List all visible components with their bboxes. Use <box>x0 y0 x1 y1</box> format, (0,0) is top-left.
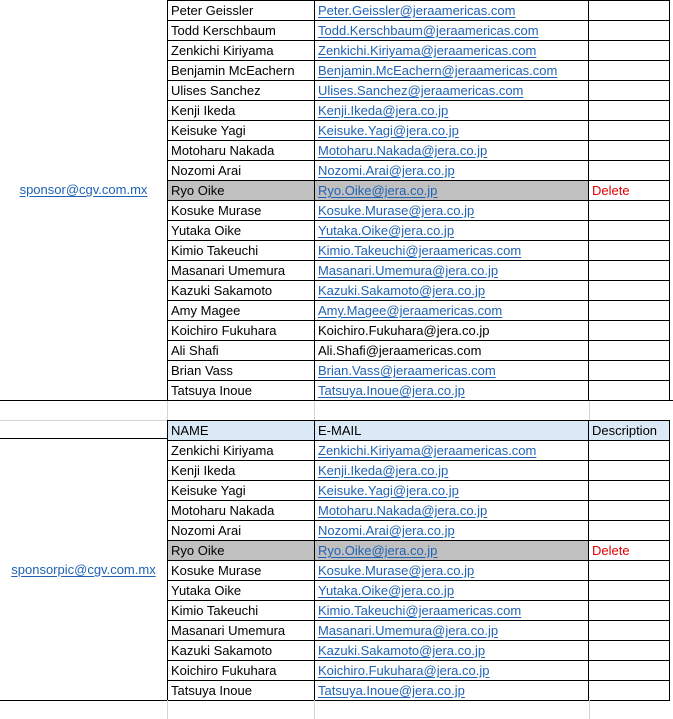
table-row <box>168 481 670 501</box>
recipient-name-cell[interactable]: Tatsuya Inoue <box>168 681 315 701</box>
recipient-table-sponsor <box>167 0 670 401</box>
description-cell[interactable] <box>589 141 670 161</box>
table-row <box>168 461 670 481</box>
email-link[interactable]: Motoharu.Nakada@jera.co.jp <box>318 503 488 518</box>
email-link[interactable]: Todd.Kerschbaum@jeraamericas.com <box>318 23 539 38</box>
sender-email-sponsor[interactable]: sponsor@cgv.com.mx <box>19 182 148 197</box>
table-row <box>168 301 670 321</box>
description-cell[interactable] <box>589 341 670 361</box>
recipient-email-cell[interactable] <box>315 81 589 101</box>
description-cell[interactable] <box>589 461 670 481</box>
email-link[interactable]: Amy.Magee@jeraamericas.com <box>318 303 503 318</box>
email-link[interactable]: Masanari.Umemura@jera.co.jp <box>318 263 499 278</box>
recipient-name-cell[interactable]: Motoharu Nakada <box>168 141 315 161</box>
description-cell[interactable] <box>589 41 670 61</box>
recipient-email-cell[interactable] <box>315 201 589 221</box>
email-link[interactable]: Ulises.Sanchez@jeraamericas.com <box>318 83 524 98</box>
description-cell[interactable] <box>589 161 670 181</box>
email-link[interactable]: Motoharu.Nakada@jera.co.jp <box>318 143 488 158</box>
recipient-email-cell[interactable] <box>315 141 589 161</box>
gridline <box>589 700 590 719</box>
description-cell[interactable] <box>589 281 670 301</box>
recipient-name-cell[interactable]: Keisuke Yagi <box>168 121 315 141</box>
recipient-email-cell[interactable] <box>315 1 589 21</box>
table-row <box>168 321 670 341</box>
email-link[interactable]: Kazuki.Sakamoto@jera.co.jp <box>318 283 486 298</box>
table-row <box>168 21 670 41</box>
recipient-name-cell[interactable]: Todd Kerschbaum <box>168 21 315 41</box>
recipient-email-cell[interactable] <box>315 281 589 301</box>
recipient-email-cell[interactable] <box>315 61 589 81</box>
recipient-email-cell[interactable] <box>315 381 589 401</box>
recipient-name-cell[interactable]: Kimio Takeuchi <box>168 601 315 621</box>
email-link[interactable]: Benjamin.McEachern@jeraamericas.com <box>318 63 558 78</box>
table-row <box>168 561 670 581</box>
recipient-name-cell[interactable]: Kosuke Murase <box>168 561 315 581</box>
email-link[interactable]: Nozomi.Arai@jera.co.jp <box>318 163 455 178</box>
email-link[interactable]: Koichiro.Fukuhara@jera.co.jp <box>318 663 490 678</box>
recipient-name-cell[interactable]: Yutaka Oike <box>168 581 315 601</box>
description-cell[interactable] <box>589 641 670 661</box>
recipient-email-cell[interactable] <box>315 521 589 541</box>
recipient-name-cell[interactable]: Koichiro Fukuhara <box>168 661 315 681</box>
delete-label[interactable]: Delete <box>592 183 630 198</box>
column-header-description[interactable]: Description <box>589 421 670 441</box>
recipient-email-cell[interactable] <box>315 361 589 381</box>
recipient-email-cell[interactable] <box>315 341 589 361</box>
recipient-name-cell[interactable]: Kazuki Sakamoto <box>168 281 315 301</box>
description-cell[interactable] <box>589 261 670 281</box>
table-row <box>168 341 670 361</box>
description-cell[interactable] <box>589 521 670 541</box>
table-row <box>168 661 670 681</box>
table-header-row <box>168 421 670 441</box>
description-cell[interactable] <box>589 581 670 601</box>
table-row <box>168 681 670 701</box>
recipient-email-cell[interactable] <box>315 261 589 281</box>
email-link[interactable]: Masanari.Umemura@jera.co.jp <box>318 623 499 638</box>
recipient-name-cell[interactable]: Masanari Umemura <box>168 261 315 281</box>
recipient-name-cell[interactable]: Kenji Ikeda <box>168 101 315 121</box>
email-link[interactable]: Ryo.Oike@jera.co.jp <box>318 543 438 558</box>
email-link[interactable]: Kosuke.Murase@jera.co.jp <box>318 203 475 218</box>
table-row <box>168 541 670 561</box>
table-row <box>168 581 670 601</box>
table-row <box>168 141 670 161</box>
recipient-name-cell[interactable]: Kosuke Murase <box>168 201 315 221</box>
email-link[interactable]: Kenji.Ikeda@jera.co.jp <box>318 103 449 118</box>
recipient-email-cell[interactable] <box>315 561 589 581</box>
recipient-email-cell[interactable] <box>315 601 589 621</box>
table-row <box>168 441 670 461</box>
recipient-name-cell[interactable]: Kazuki Sakamoto <box>168 641 315 661</box>
recipient-name-cell[interactable]: Nozomi Arai <box>168 161 315 181</box>
recipient-name-cell[interactable]: Kenji Ikeda <box>168 461 315 481</box>
description-cell[interactable] <box>589 441 670 461</box>
email-link[interactable]: Kazuki.Sakamoto@jera.co.jp <box>318 643 486 658</box>
table-row <box>168 121 670 141</box>
email-link[interactable]: Peter.Geissler@jeraamericas.com <box>318 3 516 18</box>
recipient-email-cell[interactable] <box>315 581 589 601</box>
gridline <box>167 700 168 719</box>
email-link[interactable]: Zenkichi.Kiriyama@jeraamericas.com <box>318 443 537 458</box>
description-cell[interactable] <box>589 541 670 561</box>
recipient-name-cell[interactable]: Ali Shafi <box>168 341 315 361</box>
recipient-email-cell[interactable] <box>315 461 589 481</box>
email-text: Ali.Shafi@jeraamericas.com <box>318 343 482 358</box>
email-link[interactable]: Tatsuya.Inoue@jera.co.jp <box>318 383 465 398</box>
recipient-name-cell[interactable]: Kimio Takeuchi <box>168 241 315 261</box>
table-row <box>168 1 670 21</box>
description-cell[interactable] <box>589 381 670 401</box>
block-divider <box>0 438 167 439</box>
table-row <box>168 41 670 61</box>
table-row <box>168 281 670 301</box>
table-row <box>168 641 670 661</box>
description-cell[interactable] <box>589 201 670 221</box>
recipient-email-cell[interactable] <box>315 541 589 561</box>
description-cell[interactable] <box>589 661 670 681</box>
recipient-email-cell[interactable] <box>315 661 589 681</box>
delete-label[interactable]: Delete <box>592 543 630 558</box>
gridline <box>589 401 590 420</box>
recipient-email-cell[interactable] <box>315 101 589 121</box>
recipient-name-cell[interactable]: Nozomi Arai <box>168 521 315 541</box>
description-cell[interactable] <box>589 321 670 341</box>
email-link[interactable]: Keisuke.Yagi@jera.co.jp <box>318 483 459 498</box>
description-cell[interactable] <box>589 21 670 41</box>
email-link[interactable]: Ryo.Oike@jera.co.jp <box>318 183 438 198</box>
recipient-email-cell[interactable] <box>315 681 589 701</box>
block-divider <box>0 700 167 701</box>
email-link[interactable]: Kenji.Ikeda@jera.co.jp <box>318 463 449 478</box>
recipient-table-sponsorpic <box>167 420 670 701</box>
email-link[interactable]: Kimio.Takeuchi@jeraamericas.com <box>318 243 522 258</box>
recipient-name-cell[interactable]: Ryo Oike <box>168 541 315 561</box>
description-cell[interactable] <box>589 241 670 261</box>
table-row <box>168 261 670 281</box>
recipient-email-cell[interactable] <box>315 121 589 141</box>
description-cell[interactable] <box>589 61 670 81</box>
recipient-name-cell[interactable]: Tatsuya Inoue <box>168 381 315 401</box>
table-row <box>168 621 670 641</box>
table-row <box>168 521 670 541</box>
description-cell[interactable] <box>589 301 670 321</box>
recipient-email-cell[interactable] <box>315 21 589 41</box>
recipient-email-cell[interactable] <box>315 641 589 661</box>
description-cell[interactable] <box>589 501 670 521</box>
recipient-email-cell[interactable] <box>315 161 589 181</box>
description-cell[interactable] <box>589 181 670 201</box>
description-cell[interactable] <box>589 481 670 501</box>
email-link[interactable]: Keisuke.Yagi@jera.co.jp <box>318 123 459 138</box>
recipient-name-cell[interactable]: Keisuke Yagi <box>168 481 315 501</box>
recipient-email-cell[interactable] <box>315 221 589 241</box>
email-link[interactable]: Yutaka.Oike@jera.co.jp <box>318 583 455 598</box>
email-link[interactable]: Kosuke.Murase@jera.co.jp <box>318 563 475 578</box>
email-link[interactable]: Zenkichi.Kiriyama@jeraamericas.com <box>318 43 537 58</box>
gridline <box>167 401 168 420</box>
description-cell[interactable] <box>589 561 670 581</box>
sender-email-sponsorpic[interactable]: sponsorpic@cgv.com.mx <box>11 562 156 577</box>
recipient-name-cell[interactable]: Yutaka Oike <box>168 221 315 241</box>
recipient-name-cell[interactable]: Peter Geissler <box>168 1 315 21</box>
gridline <box>0 420 167 421</box>
email-link[interactable]: Tatsuya.Inoue@jera.co.jp <box>318 683 465 698</box>
email-link[interactable]: Brian.Vass@jeraamericas.com <box>318 363 496 378</box>
recipient-email-cell[interactable] <box>315 41 589 61</box>
email-link[interactable]: Kimio.Takeuchi@jeraamericas.com <box>318 603 522 618</box>
recipient-email-cell[interactable] <box>315 181 589 201</box>
recipient-name-cell[interactable]: Masanari Umemura <box>168 621 315 641</box>
description-cell[interactable] <box>589 121 670 141</box>
table-row <box>168 381 670 401</box>
gridline <box>314 700 315 719</box>
block-divider <box>0 400 673 401</box>
email-link[interactable]: Nozomi.Arai@jera.co.jp <box>318 523 455 538</box>
table-row <box>168 221 670 241</box>
table-row <box>168 201 670 221</box>
recipient-email-cell[interactable] <box>315 621 589 641</box>
column-header-email[interactable]: E-MAIL <box>315 421 589 441</box>
description-cell[interactable] <box>589 221 670 241</box>
table-row <box>168 181 670 201</box>
recipient-name-cell[interactable]: Amy Magee <box>168 301 315 321</box>
description-cell[interactable] <box>589 1 670 21</box>
description-cell[interactable] <box>589 621 670 641</box>
recipient-name-cell[interactable]: Motoharu Nakada <box>168 501 315 521</box>
description-cell[interactable] <box>589 681 670 701</box>
recipient-name-cell[interactable]: Ulises Sanchez <box>168 81 315 101</box>
recipient-email-cell[interactable] <box>315 501 589 521</box>
recipient-email-cell[interactable] <box>315 321 589 341</box>
recipient-name-cell[interactable]: Koichiro Fukuhara <box>168 321 315 341</box>
email-text: Koichiro.Fukuhara@jera.co.jp <box>318 323 490 338</box>
table-row <box>168 501 670 521</box>
recipient-name-cell[interactable]: Brian Vass <box>168 361 315 381</box>
recipient-email-cell[interactable] <box>315 481 589 501</box>
recipient-name-cell[interactable]: Zenkichi Kiriyama <box>168 41 315 61</box>
recipient-email-cell[interactable] <box>315 241 589 261</box>
description-cell[interactable] <box>589 361 670 381</box>
table-row <box>168 241 670 261</box>
table-row <box>168 161 670 181</box>
column-header-name[interactable]: NAME <box>168 421 315 441</box>
table-row <box>168 601 670 621</box>
table-row <box>168 361 670 381</box>
email-link[interactable]: Yutaka.Oike@jera.co.jp <box>318 223 455 238</box>
recipient-name-cell[interactable]: Benjamin McEachern <box>168 61 315 81</box>
description-cell[interactable] <box>589 81 670 101</box>
recipient-name-cell[interactable]: Zenkichi Kiriyama <box>168 441 315 461</box>
table-row <box>168 61 670 81</box>
recipient-name-cell[interactable]: Ryo Oike <box>168 181 315 201</box>
recipient-email-cell[interactable] <box>315 301 589 321</box>
description-cell[interactable] <box>589 101 670 121</box>
description-cell[interactable] <box>589 601 670 621</box>
table-row <box>168 81 670 101</box>
gridline <box>314 401 315 420</box>
recipient-email-cell[interactable] <box>315 441 589 461</box>
table-row <box>168 101 670 121</box>
